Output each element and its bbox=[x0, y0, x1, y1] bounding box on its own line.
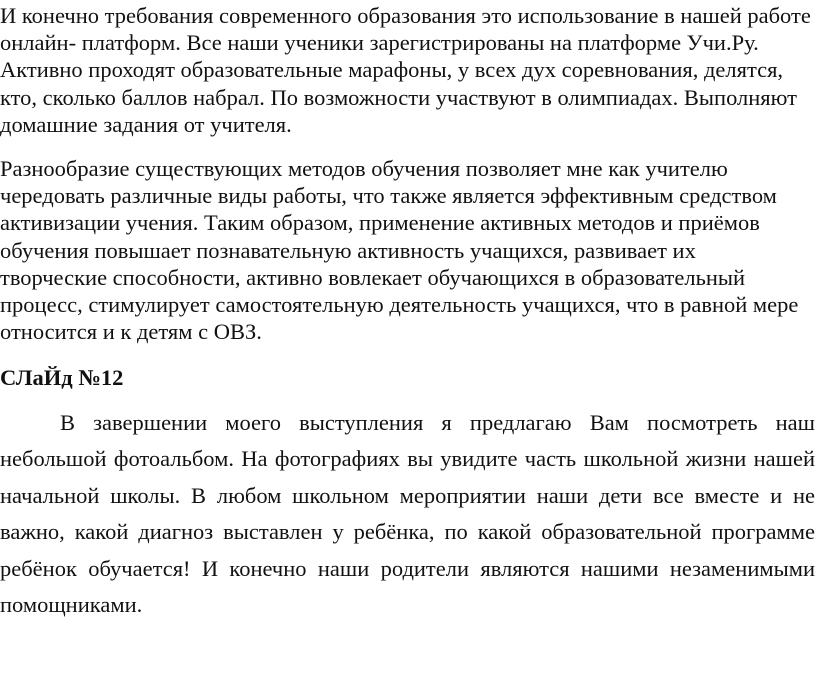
slide-heading: СЛаЙд №12 bbox=[0, 365, 124, 390]
paragraph-online-platforms: И конечно требования современного образования это использование в нашей работе онлайн- платформ. Все наши ученики зарегистрированы на платформе Учи.Ру. Активно проходят образовательные марафоны, у всех дух соревнования, делятся, кто, сколько баллов набрал. По возможности участвуют в олимпиадах. Выполняют домашние задания от учителя. bbox=[0, 3, 811, 137]
paragraph-photo-album: В завершении моего выступления я предлагаю Вам посмотреть наш небольшой фотоальбом. На фотографиях вы увидите часть школьной жизни нашей начальной школы. В любом школьном мероприятии наши дети все вместе и не важно, какой диагноз выставлен у ребёнка, по какой образовательной программе ребёнок обучается! И конечно наши родители являются нашими незаменимыми помощниками. bbox=[0, 410, 815, 618]
paragraph-teaching-methods: Разнообразие существующих методов обучения позволяет мне как учителю чередовать различные виды работы, что также является эффективным средством активизации учения. Таким образом, применение активных методов и приёмов обучения повышает познавательную активность учащихся, развивает их творческие способности, активно вовлекает обучающихся в образовательный процесс, стимулирует самостоятельную деятельность учащихся, что в равной мере относится и к детям с ОВЗ. bbox=[0, 156, 799, 345]
